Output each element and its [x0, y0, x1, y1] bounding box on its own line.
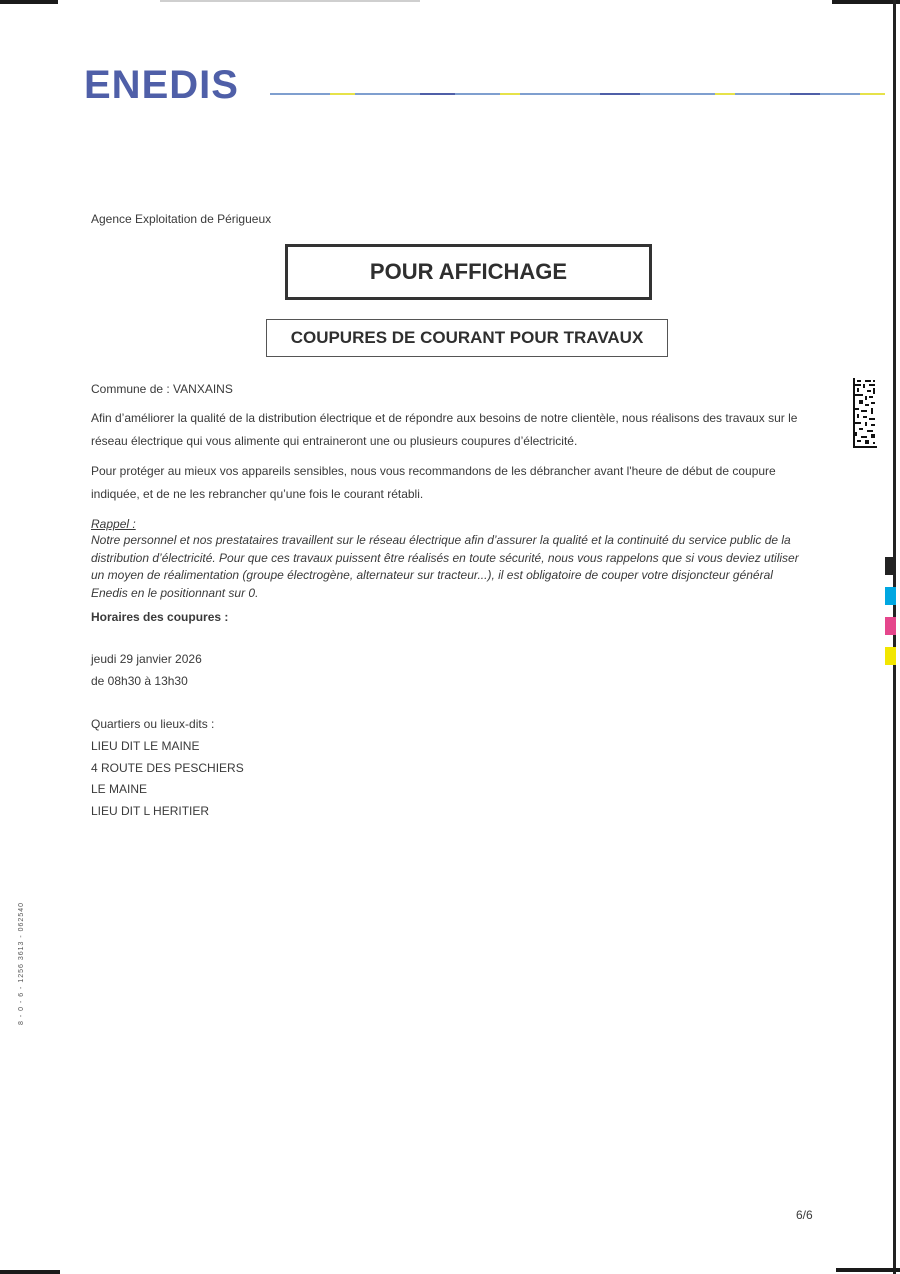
- places-title: Quartiers ou lieux-dits :: [91, 717, 215, 731]
- print-mark-yellow: [885, 647, 896, 665]
- print-mark-cyan: [885, 587, 896, 605]
- schedule-date: jeudi 29 janvier 2026: [91, 652, 202, 666]
- title-box: [285, 244, 652, 300]
- place-item: LE MAINE: [91, 782, 148, 796]
- datamatrix-code: [853, 378, 877, 448]
- schedule-hours: de 08h30 à 13h30: [91, 674, 188, 688]
- subtitle-box: [266, 319, 668, 357]
- print-mark-black: [885, 557, 896, 575]
- schedule-title: Horaires des coupures :: [91, 610, 229, 624]
- rappel-text: Notre personnel et nos prestataires travaillent sur le réseau électrique afin d’assurer la qualité et la continuité du service public de la distribution d’électricité. Pour que ces travaux puissent être réalisés en toute sécurité, nous vous rappelons que si vous deviez utiliser un moyen de réalimentation (groupe électrogène, alternateur sur tracteur...), il est obligatoire de couper votre disjoncteur général Enedis en le positionnant sur 0.: [91, 533, 799, 600]
- enedis-logo: [84, 60, 264, 108]
- scan-edge-mark: [0, 1270, 60, 1274]
- scan-edge-mark: [836, 1268, 900, 1272]
- agency-name: Agence Exploitation de Périgueux: [91, 212, 272, 226]
- page-title: POUR AFFICHAGE: [369, 259, 568, 284]
- advice-paragraph: Pour protéger au mieux vos appareils sensibles, nous vous recommandons de les débrancher avant l'heure de début de coupure indiquée, et de ne les rebrancher qu’une fois le courant rétabli.: [91, 464, 776, 501]
- place-item: LIEU DIT L HERITIER: [91, 804, 210, 818]
- rappel-label: Rappel :: [91, 517, 136, 531]
- header-rule: [270, 92, 885, 96]
- commune-label: Commune de : VANXAINS: [91, 382, 233, 396]
- place-item: 4 ROUTE DES PESCHIERS: [91, 761, 244, 775]
- page-number: 6/6: [796, 1208, 813, 1222]
- print-color-marks: [885, 557, 896, 677]
- scan-edge-mark: [160, 0, 420, 2]
- intro-paragraph: Afin d’améliorer la qualité de la distribution électrique et de répondre aux besoins de notre clientèle, nous réalisons des travaux sur le réseau électrique qui vous alimente qui entraineront une ou plusieurs coupures d’électricité.: [91, 411, 798, 448]
- scan-edge-mark: [832, 0, 900, 4]
- scan-edge-mark: [0, 0, 58, 4]
- place-item: LIEU DIT LE MAINE: [91, 739, 200, 753]
- logo-text: ENEDIS: [84, 63, 239, 107]
- page-subtitle: COUPURES DE COURANT POUR TRAVAUX: [290, 328, 644, 347]
- print-mark-magenta: [885, 617, 896, 635]
- side-tracking-code: 8 - 0 - 6 - 1256 3613 - 062540: [18, 901, 26, 1026]
